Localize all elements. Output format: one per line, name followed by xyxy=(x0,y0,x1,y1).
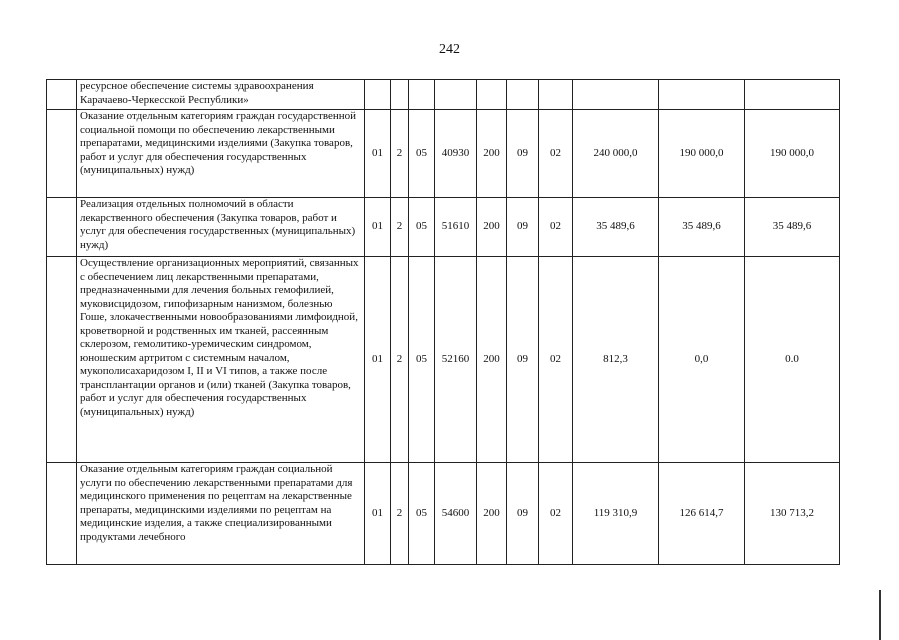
code-cell xyxy=(391,80,409,110)
description-cell xyxy=(77,110,365,198)
code-cell: 05 xyxy=(409,257,435,463)
row-description: ресурсное обеспечение системы здравоохранения Карачаево-Черкесской Республики» xyxy=(80,80,314,106)
code-cell: 52160 xyxy=(435,257,477,463)
amount-cell xyxy=(573,80,659,110)
amount-cell: 35 489,6 xyxy=(659,198,745,257)
description-cell xyxy=(77,198,365,257)
code-cell: 200 xyxy=(477,463,507,565)
amount-cell: 0,0 xyxy=(659,257,745,463)
amount-cell: 190 000,0 xyxy=(745,110,840,198)
code-cell: 51610 xyxy=(435,198,477,257)
code-cell: 02 xyxy=(539,198,573,257)
code-cell xyxy=(507,80,539,110)
row-index-cell xyxy=(47,80,77,110)
code-cell: 200 xyxy=(477,110,507,198)
code-cell: 01 xyxy=(365,257,391,463)
amount-cell: 119 310,9 xyxy=(573,463,659,565)
code-cell xyxy=(435,80,477,110)
scan-edge-line xyxy=(879,590,881,640)
code-cell: 01 xyxy=(365,463,391,565)
code-cell: 40930 xyxy=(435,110,477,198)
code-cell: 05 xyxy=(409,110,435,198)
code-cell: 01 xyxy=(365,110,391,198)
code-cell: 2 xyxy=(391,110,409,198)
code-cell: 02 xyxy=(539,463,573,565)
description-cell xyxy=(77,80,365,110)
amount-cell: 35 489,6 xyxy=(573,198,659,257)
code-cell: 54600 xyxy=(435,463,477,565)
amount-cell: 240 000,0 xyxy=(573,110,659,198)
code-cell: 05 xyxy=(409,198,435,257)
code-cell: 200 xyxy=(477,257,507,463)
code-cell: 09 xyxy=(507,198,539,257)
code-cell: 01 xyxy=(365,198,391,257)
table-row xyxy=(47,80,840,110)
code-cell: 2 xyxy=(391,463,409,565)
code-cell: 05 xyxy=(409,463,435,565)
row-index-cell xyxy=(47,198,77,257)
description-cell xyxy=(77,463,365,565)
row-index-cell xyxy=(47,257,77,463)
row-description: Осуществление организационных мероприятий, связанных с обеспечением лиц лекарственными препаратами, предназначенными для лечения больных гемофилией, муковисцидозом, гипофизарным нанизмом, болезнью Гоше, злокачественными новообразованиями лимфоидной, кроветворной и родственных им тканей, рассеянным склерозом, гемолитико-уремическим синдромом, юношеским артритом с системным началом, мукополисахаридозом I, II и VI типов, а также после трансплантации органов и (или) тканей (Закупка товаров, работ и услуг для обеспечения государственных (муниципальных) нужд) xyxy=(80,257,359,418)
code-cell xyxy=(477,80,507,110)
code-cell: 200 xyxy=(477,198,507,257)
code-cell: 09 xyxy=(507,257,539,463)
amount-cell xyxy=(745,80,840,110)
amount-cell: 130 713,2 xyxy=(745,463,840,565)
code-cell: 09 xyxy=(507,110,539,198)
code-cell xyxy=(409,80,435,110)
code-cell: 2 xyxy=(391,257,409,463)
row-index-cell xyxy=(47,110,77,198)
row-index-cell xyxy=(47,463,77,565)
budget-table xyxy=(46,79,840,565)
table-row xyxy=(47,198,840,257)
amount-cell: 126 614,7 xyxy=(659,463,745,565)
page-number: 242 xyxy=(439,42,460,57)
row-description: Оказание отдельным категориям граждан социальной услуги по обеспечению лекарственными препаратами для медицинского применения по рецептам на лекарственные препараты, медицинскими изделиями по рецептам на медицинские изделия, а также специализированными продуктами лечебного xyxy=(80,463,353,543)
amount-cell: 190 000,0 xyxy=(659,110,745,198)
amount-cell xyxy=(659,80,745,110)
description-cell xyxy=(77,257,365,463)
code-cell xyxy=(539,80,573,110)
code-cell: 2 xyxy=(391,198,409,257)
code-cell xyxy=(365,80,391,110)
code-cell: 09 xyxy=(507,463,539,565)
row-description: Реализация отдельных полномочий в области лекарственного обеспечения (Закупка товаров, работ и услуг для обеспечения государственных (муниципальных) нужд) xyxy=(80,198,356,251)
row-description: Оказание отдельным категориям граждан государственной социальной помощи по обеспечению лекарственными препаратами, медицинскими изделиями (Закупка товаров, работ и услуг для обеспечения государственных (муниципальных) нужд) xyxy=(80,110,356,176)
code-cell: 02 xyxy=(539,257,573,463)
code-cell: 02 xyxy=(539,110,573,198)
table-row xyxy=(47,257,840,463)
amount-cell: 0.0 xyxy=(745,257,840,463)
table-row xyxy=(47,110,840,198)
table-row xyxy=(47,463,840,565)
amount-cell: 812,3 xyxy=(573,257,659,463)
amount-cell: 35 489,6 xyxy=(745,198,840,257)
